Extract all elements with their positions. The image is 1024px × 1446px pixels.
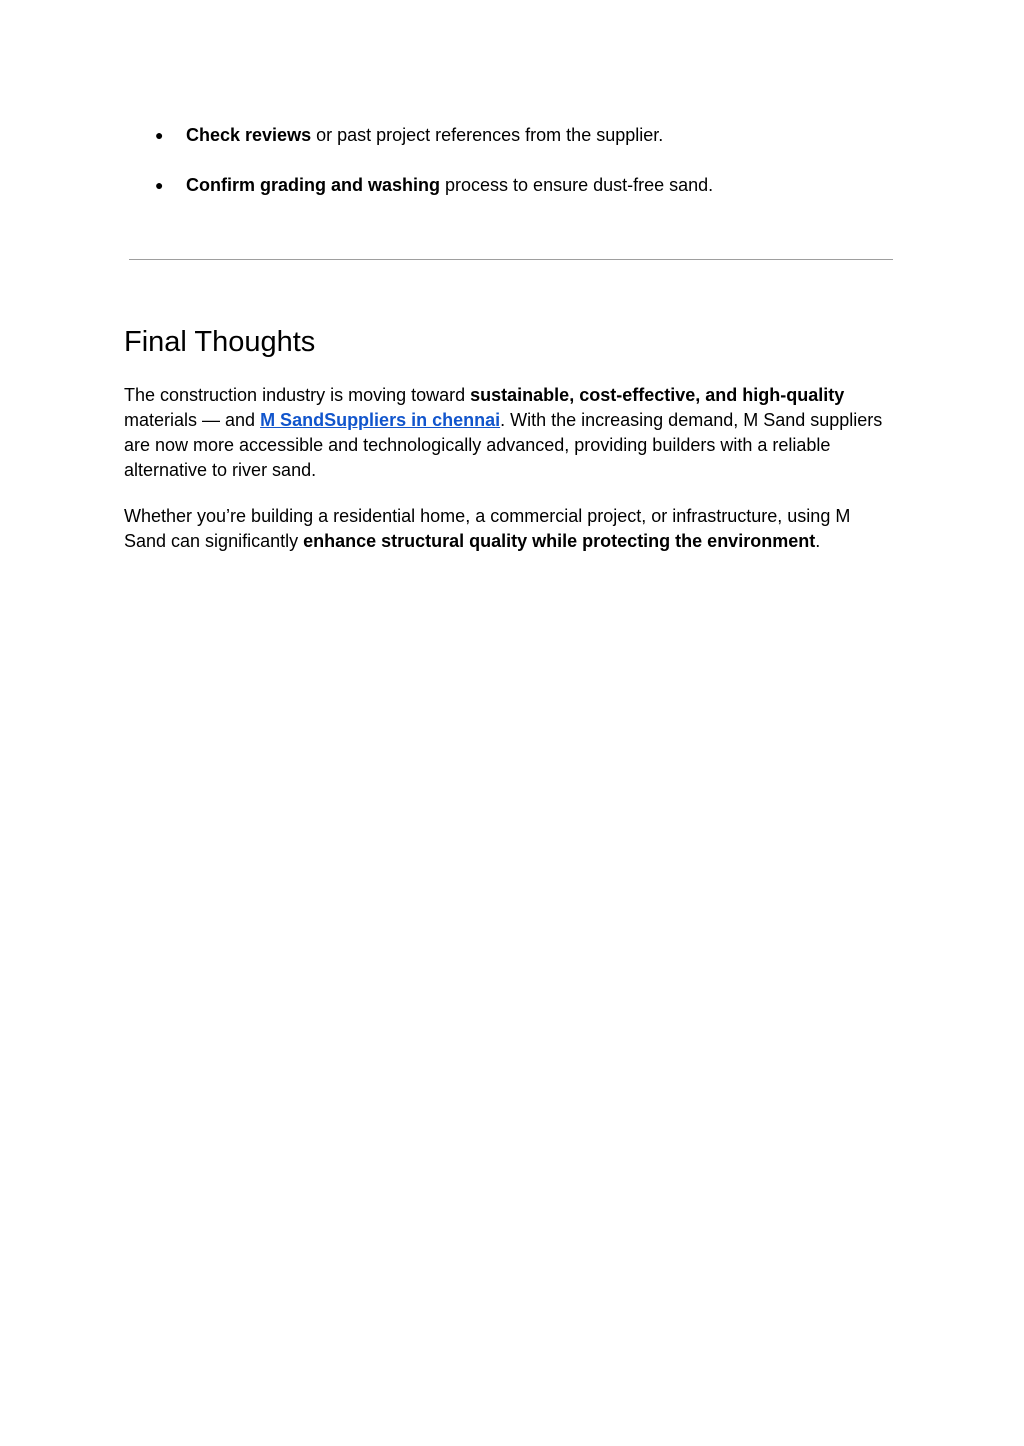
section-heading: Final Thoughts <box>124 326 316 358</box>
bullet-icon: ● <box>155 177 164 193</box>
bullet-text: process to ensure dust-free sand. <box>440 175 714 195</box>
list-item <box>155 123 915 147</box>
suppliers-link[interactable]: M SandSuppliers in chennai <box>260 410 501 430</box>
bullet-text: or past project references from the supplier. <box>311 125 664 145</box>
bullet-bold-text: Check reviews <box>186 125 312 145</box>
bullet-icon: ● <box>155 127 164 143</box>
paragraph-closing <box>124 504 894 554</box>
paragraph-text: materials — and <box>124 410 261 430</box>
paragraph-bold-text: sustainable, cost-effective, and high-quality <box>470 385 845 405</box>
bullet-list <box>155 123 915 223</box>
horizontal-divider <box>129 259 893 260</box>
paragraph-text: The construction industry is moving toward <box>124 385 471 405</box>
bullet-bold-text: Confirm grading and washing <box>186 175 441 195</box>
paragraph-text: . With the increasing demand, M Sand suppliers are now more accessible and technologically advanced, providing builders with a reliable alternative to river sand. <box>124 410 883 480</box>
paragraph-intro <box>124 383 894 483</box>
paragraph-bold-text: enhance structural quality while protecting the environment <box>303 531 816 551</box>
paragraph-text: Whether you’re building a residential home, a commercial project, or infrastructure, using M Sand can significantly <box>124 506 851 551</box>
list-item <box>155 173 915 197</box>
paragraph-text: . <box>815 531 821 551</box>
